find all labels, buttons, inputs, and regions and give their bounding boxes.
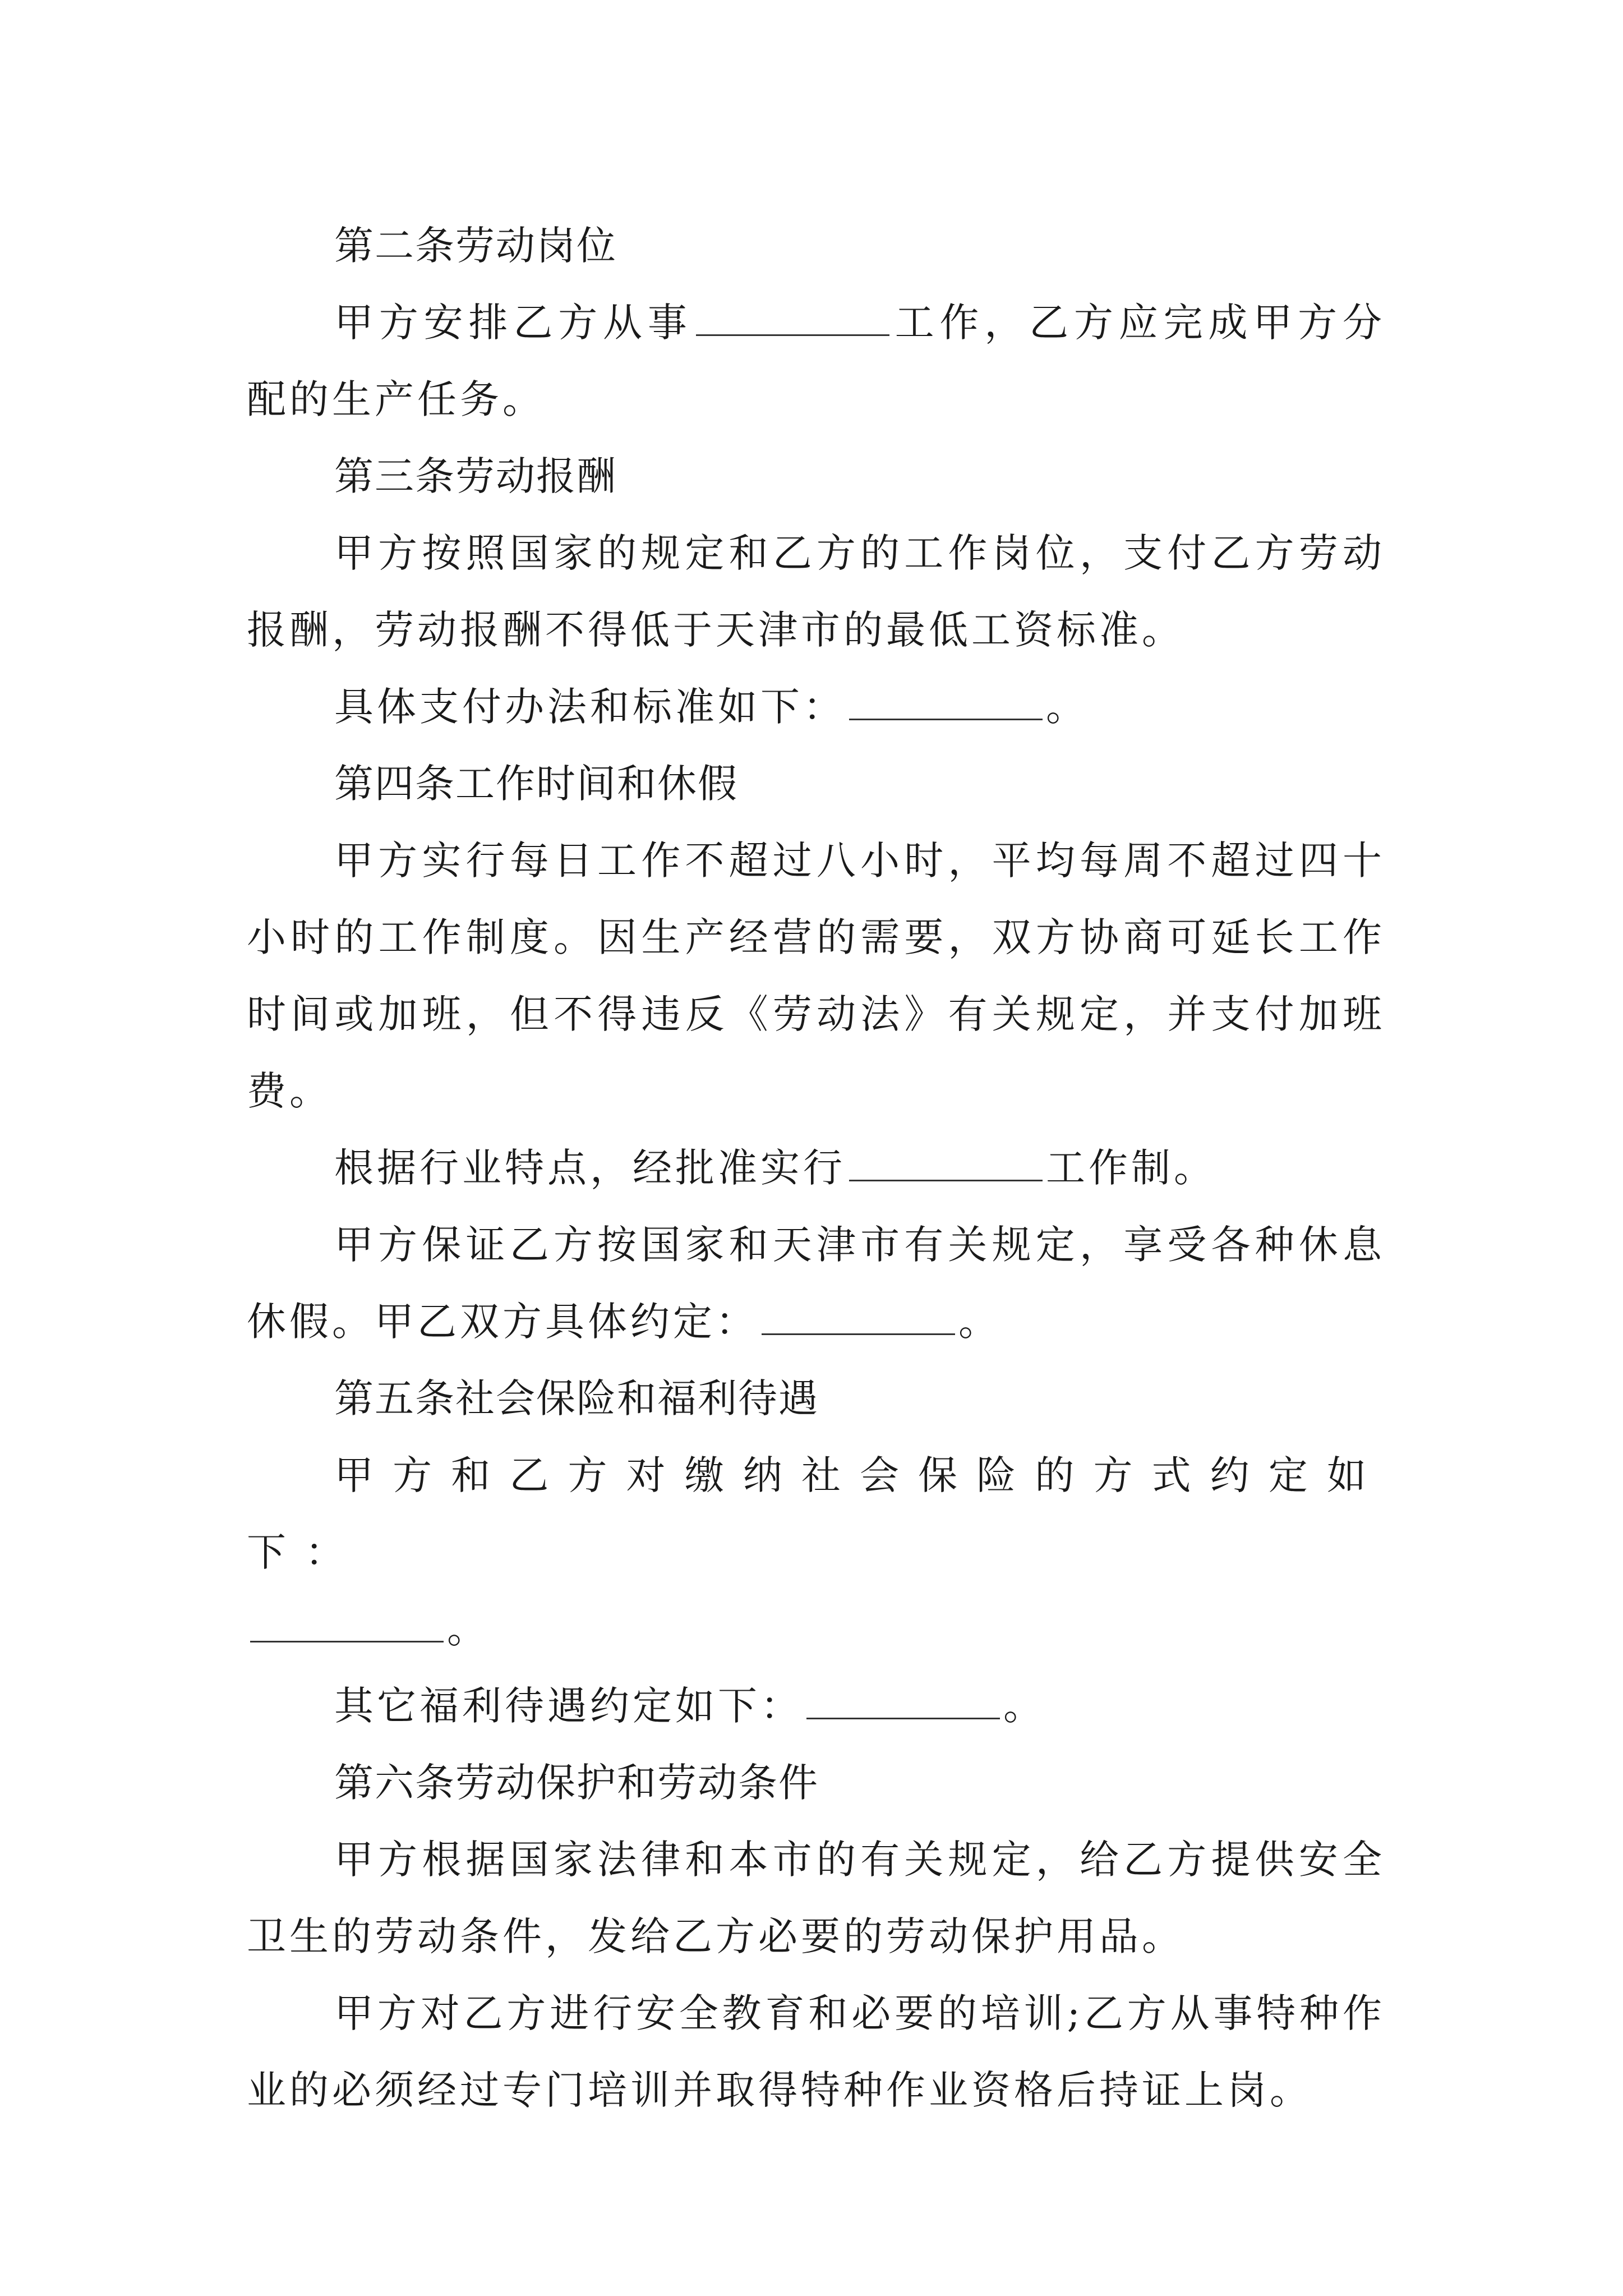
article2-blank (696, 295, 889, 336)
article5-blank-insurance (250, 1602, 444, 1642)
article4-paragraph3-before: 甲方保证乙方按国家和天津市有关规定，享受各种休息休假。甲乙双方具体约定： (247, 1222, 1385, 1345)
article4-paragraph2 (247, 1130, 1385, 1207)
article3-blank (849, 679, 1043, 720)
article2-paragraph (247, 284, 1385, 438)
article2-heading: 第二条劳动岗位 (334, 223, 617, 269)
article5-paragraph2-before: 其它福利待遇约定如下： (334, 1683, 803, 1729)
article2-text-before: 甲方安排乙方从事 (334, 300, 693, 346)
article5-paragraph1-after: 。 (447, 1606, 490, 1652)
article4-blank-leave (762, 1294, 955, 1335)
article4-paragraph2-after: 工作制。 (1046, 1145, 1216, 1191)
article4-blank-workhours (849, 1140, 1043, 1181)
article6-paragraph1: 甲方根据国家法律和本市的有关规定，给乙方提供安全卫生的劳动条件，发给乙方必要的劳动保护用品。 (247, 1837, 1385, 1959)
article4-paragraph1: 甲方实行每日工作不超过八小时，平均每周不超过四十小时的工作制度。因生产经营的需要，双方协商可延长工作时间或加班，但不得违反《劳动法》有关规定，并支付加班费。 (247, 838, 1385, 1114)
article3-paragraph2-after: 。 (1046, 684, 1089, 730)
article5-heading: 第五条社会保险和福利待遇 (334, 1375, 819, 1421)
article4-paragraph3-after: 。 (958, 1299, 1001, 1345)
article6-heading: 第六条劳动保护和劳动条件 (334, 1760, 819, 1806)
article3-heading: 第三条劳动报酬 (334, 453, 617, 499)
article3-paragraph1: 甲方按照国家的规定和乙方的工作岗位，支付乙方劳动报酬，劳动报酬不得低于天津市的最低工资标准。 (247, 530, 1385, 653)
article5-paragraph1: 甲方和乙方对缴纳社会保险的方式约定如下： (247, 1452, 1385, 1575)
article5-paragraph1-tail (247, 1591, 1385, 1668)
article5-paragraph2 (247, 1668, 1385, 1745)
article5-blank-welfare (806, 1678, 1000, 1719)
document-body (247, 208, 1385, 2129)
article4-heading: 第四条工作时间和休假 (334, 761, 738, 807)
article6-paragraph2: 甲方对乙方进行安全教育和必要的培训;乙方从事特种作业的必须经过专门培训并取得特种作业资格后持证上岗。 (247, 1990, 1385, 2113)
article2-text-after: 工作，乙方应完成甲方分配的生产任务。 (247, 300, 1386, 422)
article5-paragraph2-after: 。 (1003, 1683, 1046, 1729)
article3-paragraph2-before: 具体支付办法和标准如下： (334, 684, 846, 730)
article3-paragraph2 (247, 669, 1385, 746)
article4-paragraph2-before: 根据行业特点，经批准实行 (334, 1145, 846, 1191)
article4-paragraph3 (247, 1207, 1385, 1360)
